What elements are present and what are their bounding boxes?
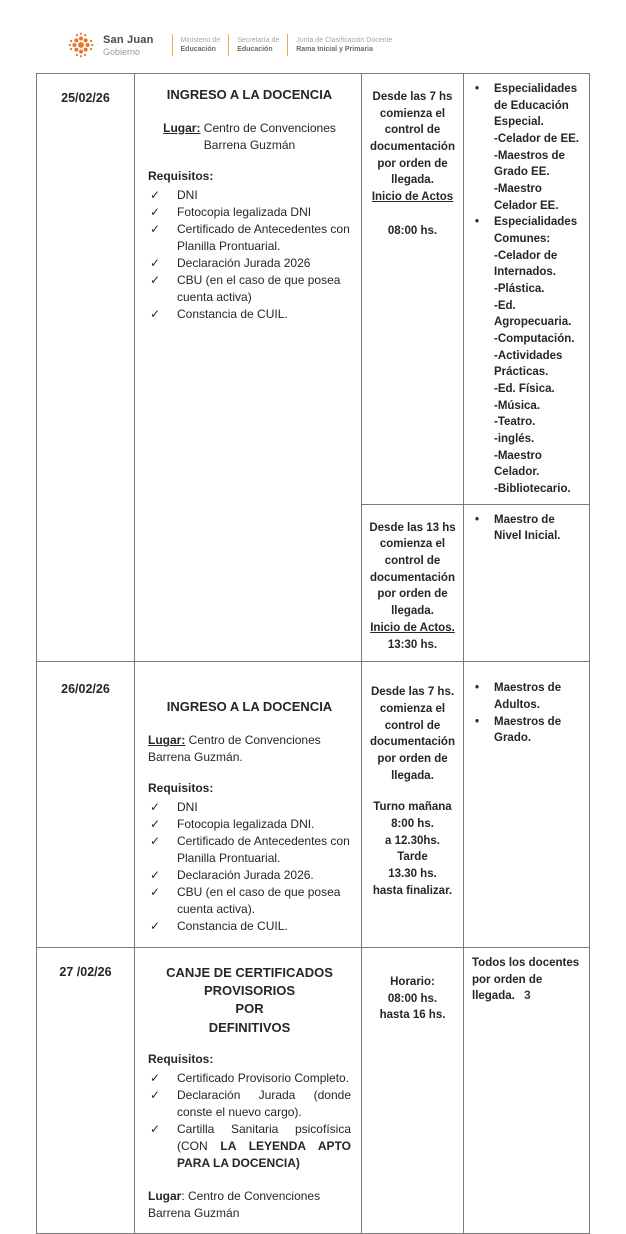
- dept-bottom-label: Rama Inicial y Primaria: [296, 46, 373, 53]
- check-icon: ✓: [150, 884, 161, 899]
- location-label: Lugar: [148, 1188, 182, 1203]
- bullet-icon: •: [475, 83, 480, 95]
- group-title: Maestro de Nivel Inicial.: [494, 513, 561, 543]
- check-icon: ✓: [150, 799, 161, 814]
- check-icon: ✓: [150, 833, 161, 848]
- time-cell: [361, 662, 463, 947]
- brand-block: [103, 34, 164, 57]
- location-line: [148, 120, 351, 154]
- location-text: : Centro de Convenciones Barrena Guzmán: [148, 1188, 321, 1220]
- date-cell: 25/02/26: [61, 91, 110, 105]
- time-and-groups-column: [361, 74, 589, 661]
- table-row: [37, 74, 589, 661]
- location-label: Lugar:: [148, 733, 186, 748]
- check-icon: ✓: [150, 221, 161, 236]
- page-number: 3: [524, 988, 531, 1002]
- time-cell: [361, 74, 463, 504]
- group-title: Especialidades de Educación Especial.: [494, 83, 578, 129]
- description-cell: [134, 662, 361, 947]
- dept-top-label: Junta de Clasificación Docente: [296, 36, 393, 44]
- header: [66, 30, 392, 60]
- description-cell: [134, 948, 361, 1233]
- check-icon: ✓: [150, 816, 161, 831]
- check-icon: ✓: [150, 272, 161, 287]
- group-bullet: [472, 81, 585, 214]
- bullet-icon: •: [475, 216, 480, 229]
- group-bullet: [472, 214, 585, 497]
- requirement-item: ✓ Certificado de Antecedentes con Planilla Prontuarial.: [150, 221, 350, 253]
- group-note: Todos los docentes por orden de llegada.: [472, 957, 580, 1003]
- date-cell: 26/02/26: [61, 682, 110, 697]
- dept-top-label: Secretaría de: [237, 36, 280, 44]
- requirement-text: Cartilla Sanitaria psicofísica (CON: [177, 1121, 351, 1153]
- schedule-text: Desde las 7 hs. comienza el control de documentación por orden de llegada.: [370, 686, 455, 782]
- requirement-item: ✓ Certificado de Antecedentes con Planilla Prontuarial.: [150, 833, 350, 865]
- dept-ministerio: [181, 36, 221, 54]
- san-juan-sun-logo-icon: [66, 30, 96, 60]
- group-title: Especialidades Comunes:: [494, 216, 578, 246]
- schedule-text: Desde las 7 hs comienza el control de documentación por orden de llegada.: [370, 91, 455, 187]
- event-title: INGRESO A LA DOCENCIA: [166, 699, 333, 715]
- group-bullet: [472, 512, 585, 545]
- schedule-start-label: Inicio de Actos: [371, 191, 454, 204]
- time-cell: [361, 505, 463, 661]
- group-bullet: [472, 714, 585, 747]
- header-divider: [287, 34, 288, 56]
- schedule-time: 08:00 hs.: [387, 224, 438, 237]
- brand-name: San Juan: [103, 33, 154, 46]
- bullet-icon: •: [475, 715, 480, 728]
- table-row: [37, 947, 589, 1233]
- schedule-time: 13:30 hs.: [387, 638, 438, 651]
- dept-top-label: Ministerio de: [180, 36, 221, 44]
- description-cell: [134, 74, 361, 661]
- event-title: CANJE DE CERTIFICADOS PROVISORIOS POR DEFINITIVOS: [166, 965, 333, 1035]
- requirement-item: ✓ Fotocopia legalizada DNI: [148, 204, 351, 221]
- requirement-item: [148, 1121, 351, 1172]
- check-icon: ✓: [150, 255, 161, 270]
- morning-slot: [361, 74, 589, 504]
- requirement-item: ✓ Constancia de CUIL.: [148, 918, 351, 935]
- header-divider: [172, 34, 173, 56]
- group-title: Maestros de Adultos.: [494, 682, 562, 711]
- groups-cell: [463, 662, 589, 947]
- afternoon-slot: [361, 504, 589, 661]
- requirement-item: ✓ Certificado Provisorio Completo.: [148, 1070, 351, 1087]
- requirement-item: ✓ DNI: [148, 799, 351, 816]
- group-bullet: [472, 680, 585, 713]
- location-label: Lugar:: [163, 121, 201, 136]
- dept-junta: [296, 36, 392, 54]
- check-icon: ✓: [150, 204, 161, 219]
- requirement-item: ✓ Constancia de CUIL.: [148, 306, 351, 323]
- requirement-item: ✓ Declaración Jurada 2026: [148, 255, 351, 272]
- schedule-shifts: Turno mañana 8:00 hs. a 12.30hs. Tarde 13.30 hs. hasta finalizar.: [372, 801, 453, 897]
- location-text: Centro de Convenciones Barrena Guzmán: [200, 121, 336, 152]
- requirement-item: ✓ Declaración Jurada (donde conste el nuevo cargo).: [150, 1087, 351, 1119]
- schedule-table: [36, 73, 590, 1234]
- requirement-item: ✓ Fotocopia legalizada DNI.: [148, 816, 351, 833]
- location-line: [148, 732, 351, 766]
- requirements-label: Requisitos:: [148, 168, 214, 183]
- schedule-text: Desde las 13 hs comienza el control de documentación por orden de llegada.: [369, 521, 456, 618]
- check-icon: ✓: [150, 1121, 161, 1136]
- group-sublist: -Celador de EE. -Maestros de Grado EE. -Maestro Celador EE.: [494, 133, 579, 212]
- table-row: [37, 661, 589, 947]
- check-icon: ✓: [150, 1087, 161, 1102]
- check-icon: ✓: [150, 867, 161, 882]
- location-line: [148, 1188, 351, 1222]
- check-icon: ✓: [150, 918, 161, 933]
- location-text: Centro de Convenciones Barrena Guzmán.: [148, 733, 321, 765]
- bullet-icon: •: [475, 513, 480, 526]
- requirement-item: ✓ DNI: [148, 187, 351, 204]
- requirement-item: ✓ Declaración Jurada 2026.: [148, 867, 351, 884]
- event-title: INGRESO A LA DOCENCIA: [166, 87, 333, 102]
- groups-cell: [463, 505, 589, 661]
- brand-subtitle: Gobierno: [103, 46, 141, 57]
- check-icon: ✓: [150, 1070, 161, 1085]
- group-sublist: -Celador de Internados. -Plástica. -Ed. Agropecuaria. -Computación. -Actividades Prácticas. -Ed. Física. -Música. -Teatro. -inglés. -Maestro Celador. -Bibliotecario.: [494, 249, 575, 496]
- bullet-icon: •: [475, 682, 480, 695]
- dept-secretaria: [237, 36, 279, 54]
- group-title: Maestros de Grado.: [494, 715, 562, 745]
- time-cell: [361, 948, 463, 1233]
- requirements-label: Requisitos:: [148, 780, 214, 795]
- groups-cell: [463, 74, 589, 504]
- schedule-text: Horario: 08:00 hs. hasta 16 hs.: [379, 976, 446, 1022]
- date-cell: 27 /02/26: [59, 965, 112, 979]
- requirement-bold-text: LA LEYENDA APTO PARA LA DOCENCIA): [177, 1138, 351, 1170]
- schedule-start-label: Inicio de Actos.: [370, 621, 455, 634]
- header-divider: [228, 34, 229, 56]
- check-icon: ✓: [150, 187, 161, 202]
- requirement-item: ✓ CBU (en el caso de que posea cuenta activa): [150, 272, 341, 304]
- requirement-item: ✓ CBU (en el caso de que posea cuenta activa).: [150, 884, 341, 916]
- dept-bottom-label: Educación: [180, 46, 216, 53]
- dept-bottom-label: Educación: [237, 46, 273, 53]
- requirements-label: Requisitos:: [148, 1051, 214, 1066]
- check-icon: ✓: [150, 306, 161, 321]
